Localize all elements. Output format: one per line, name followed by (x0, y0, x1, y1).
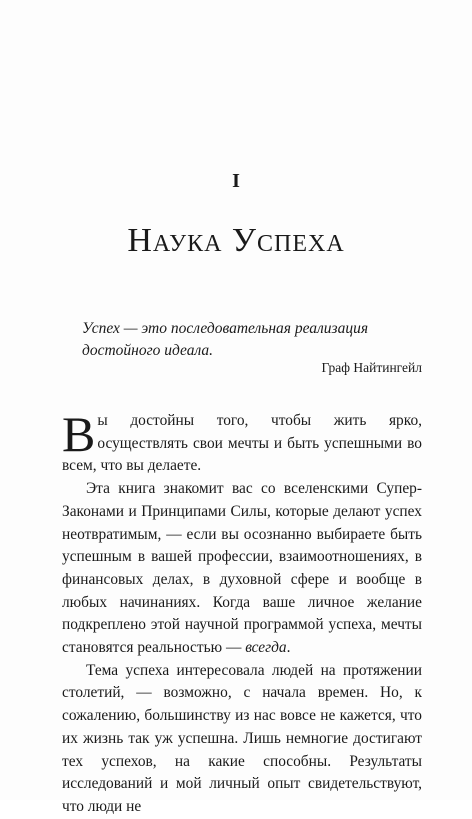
paragraph-1 (62, 406, 422, 478)
chapter-body (62, 406, 422, 819)
paragraph-2-end: . (286, 639, 291, 657)
paragraph-2 (62, 478, 422, 660)
chapter-title: Наука Успеха (127, 222, 345, 259)
paragraph-2-text: Эта книга знакомит вас со вселенскими Супер-Законами и Принципами Силы, которые делают успех неотвратимым, — если вы осознанно выбираете быть успешным в вашей профессии, взаимоотношениях, в финансовых делах, в духовной сфере и вообще в любых начинаниях. Когда ваше личное желание подкреплено этой научной программой успеха, мечты становятся реальностью — (62, 480, 422, 657)
chapter-number: I (232, 170, 240, 192)
paragraph-1-text: ы достойны того, чтобы жить ярко, осуществлять свои мечты и быть успешными во всем, что вы делаете. (62, 412, 422, 475)
paragraph-2-emphasis: всегда (245, 639, 287, 657)
drop-cap: В (62, 406, 96, 462)
paragraph-3-text: Тема успеха интересовала людей на протяжении столетий, — возможно, с начала времен. Но, к сожалению, большинству из нас вовсе не кажется, что их жизнь так уж успешна. Лишь немногие достигают тех успехов, на какие способны. Результаты исследований и мой личный опыт свидетельствуют, что люди не (62, 661, 422, 815)
paragraph-3 (62, 660, 422, 819)
epigraph-quote: Успех — это последовательная реализация достойного идеала. (82, 320, 369, 359)
epigraph-author: Граф Найтингейл (321, 360, 422, 375)
